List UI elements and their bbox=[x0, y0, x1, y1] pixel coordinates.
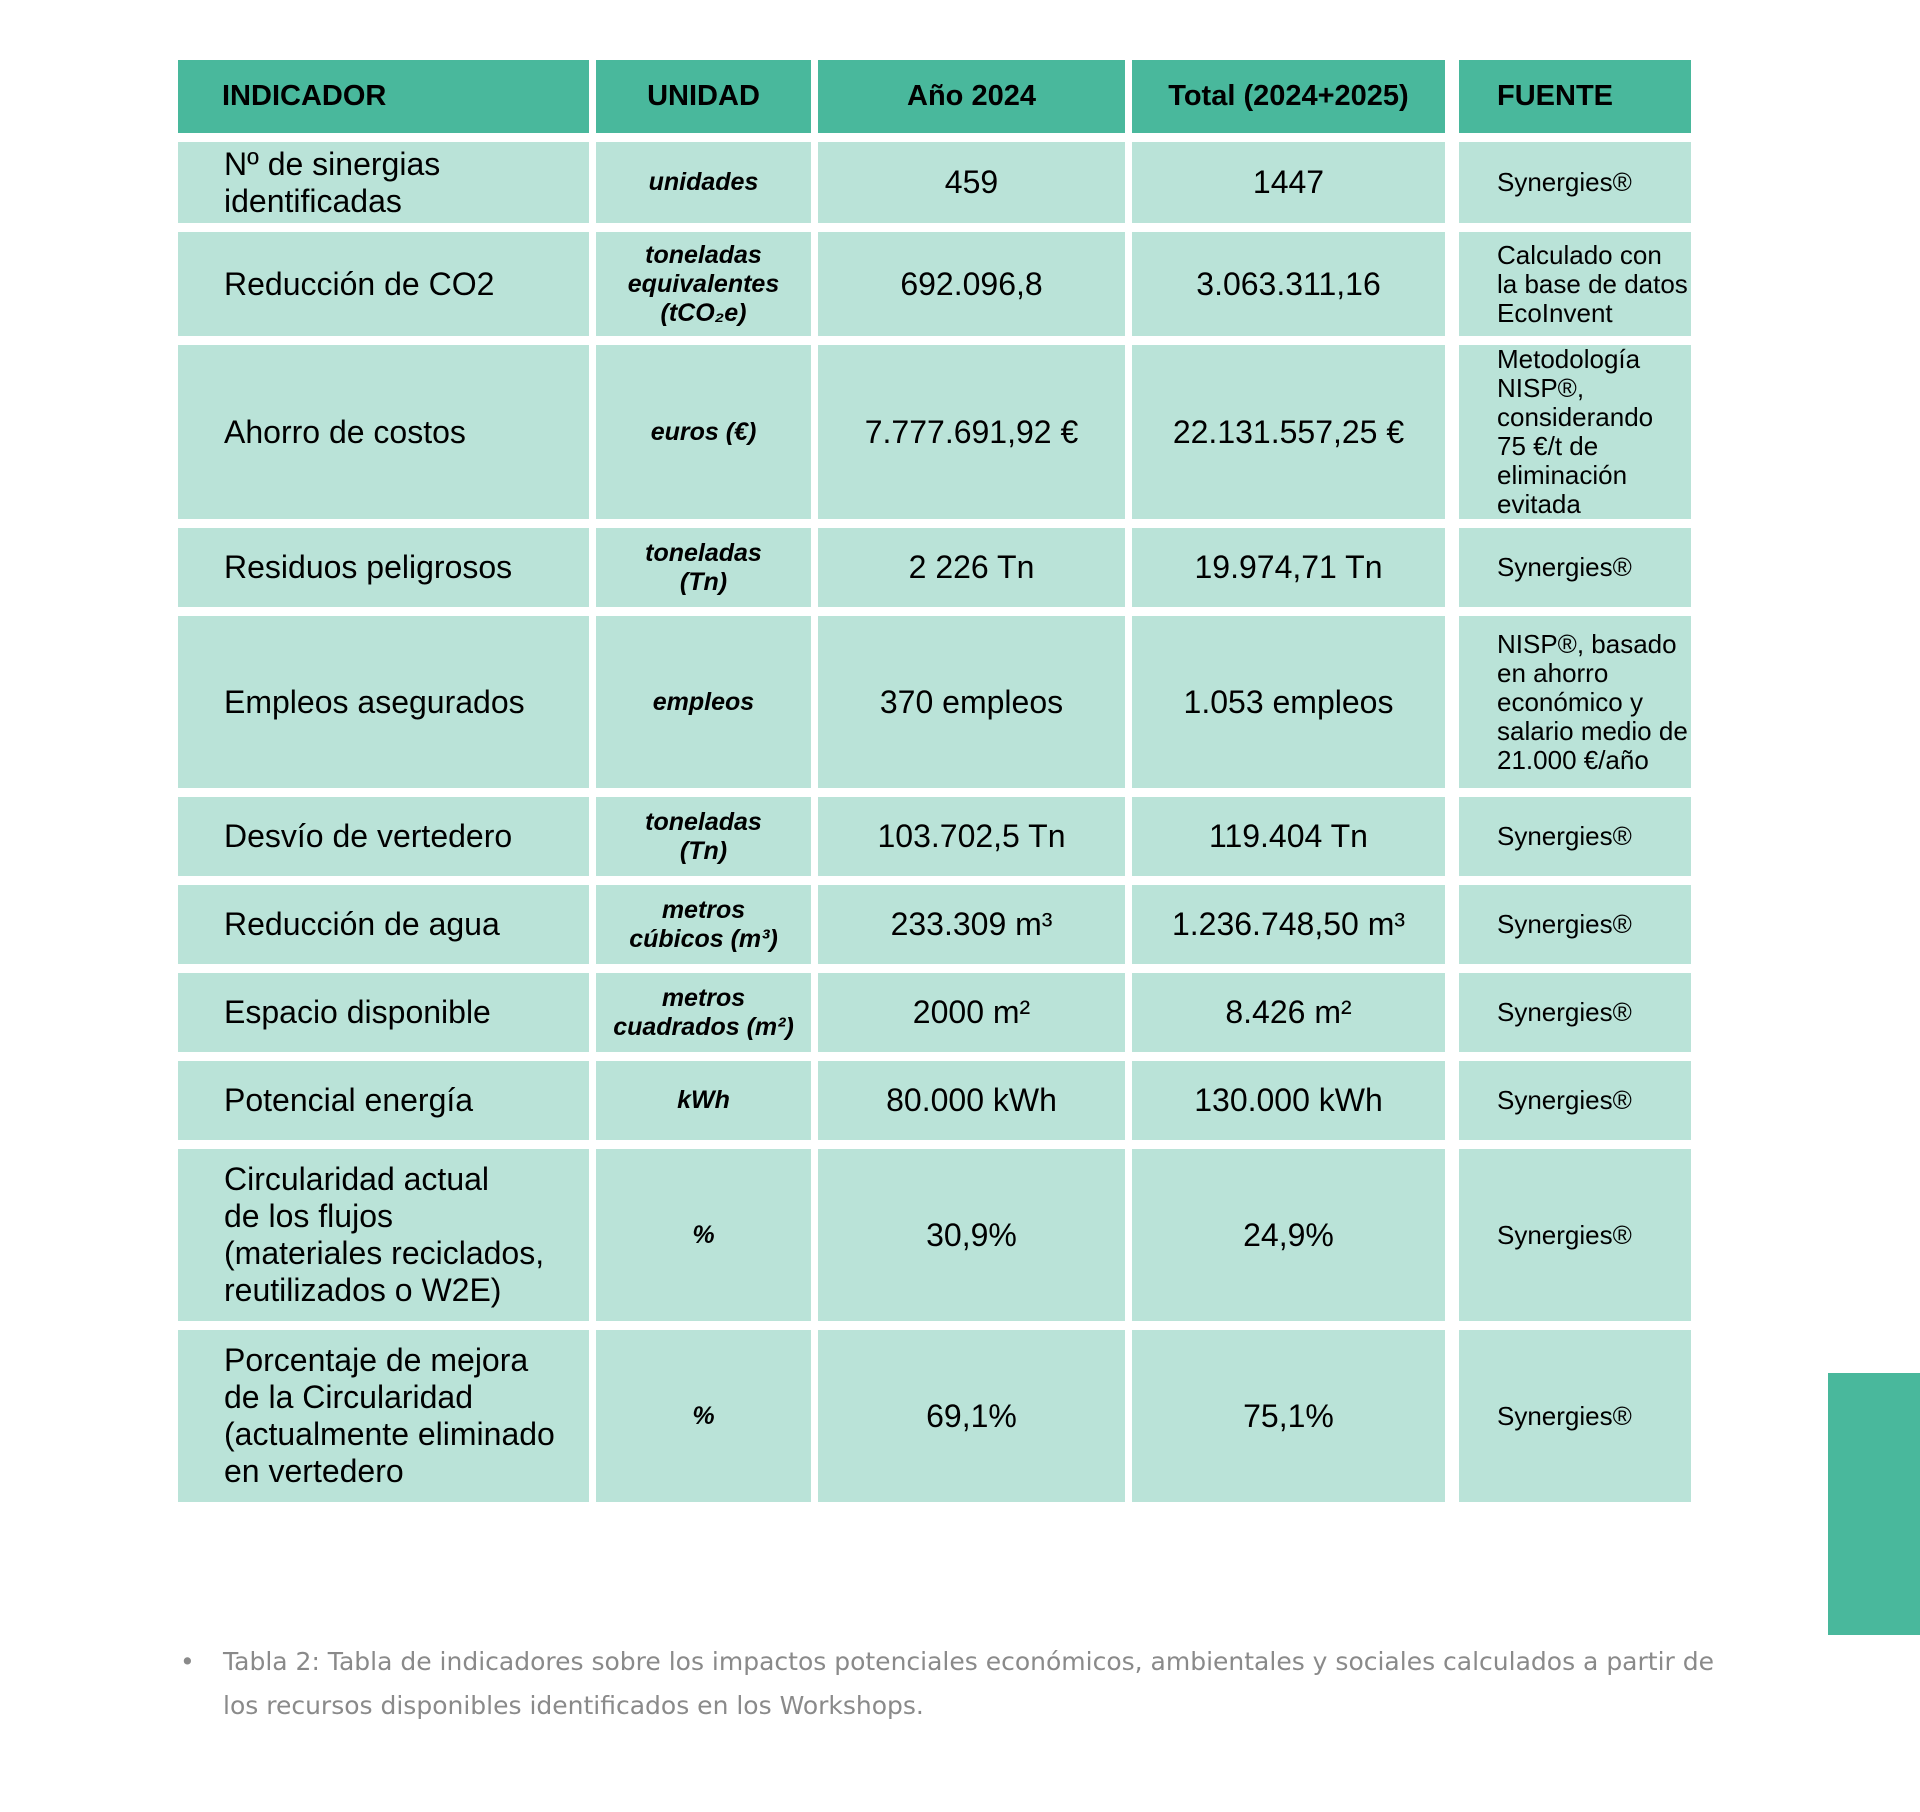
cell-anio-2024: 80.000 kWh bbox=[818, 1061, 1132, 1149]
cell-total: 1.236.748,50 m³ bbox=[1132, 885, 1452, 973]
cell-unidad: % bbox=[596, 1330, 818, 1511]
cell-indicador: Nº de sinergias identificadas bbox=[178, 142, 596, 232]
column-gap bbox=[1452, 797, 1459, 885]
column-gap bbox=[1452, 1330, 1459, 1511]
table-row bbox=[178, 345, 1698, 528]
cell-indicador: Reducción de CO2 bbox=[178, 232, 596, 345]
cell-fuente: Synergies® bbox=[1459, 973, 1698, 1061]
table-row bbox=[178, 973, 1698, 1061]
cell-unidad: toneladas (Tn) bbox=[596, 528, 818, 616]
cell-unidad: metros cuadrados (m²) bbox=[596, 973, 818, 1061]
cell-anio-2024: 459 bbox=[818, 142, 1132, 232]
cell-anio-2024: 30,9% bbox=[818, 1149, 1132, 1330]
cell-fuente: Synergies® bbox=[1459, 1149, 1698, 1330]
column-gap bbox=[1452, 232, 1459, 345]
cell-unidad: metros cúbicos (m³) bbox=[596, 885, 818, 973]
cell-fuente: Synergies® bbox=[1459, 1061, 1698, 1149]
column-gap bbox=[1452, 1149, 1459, 1330]
table-row bbox=[178, 1061, 1698, 1149]
cell-total: 1.053 empleos bbox=[1132, 616, 1452, 797]
table-row bbox=[178, 797, 1698, 885]
cell-fuente: Synergies® bbox=[1459, 528, 1698, 616]
cell-unidad: unidades bbox=[596, 142, 818, 232]
table-row bbox=[178, 232, 1698, 345]
cell-total: 75,1% bbox=[1132, 1330, 1452, 1511]
cell-fuente: Synergies® bbox=[1459, 1330, 1698, 1511]
column-gap bbox=[1452, 528, 1459, 616]
column-gap bbox=[1452, 616, 1459, 797]
cell-anio-2024: 103.702,5 Tn bbox=[818, 797, 1132, 885]
table-header-row bbox=[178, 60, 1698, 142]
cell-anio-2024: 233.309 m³ bbox=[818, 885, 1132, 973]
cell-indicador: Residuos peligrosos bbox=[178, 528, 596, 616]
header-unidad: UNIDAD bbox=[596, 60, 818, 142]
side-tab bbox=[1828, 1373, 1920, 1635]
table-row bbox=[178, 1330, 1698, 1511]
table-caption: Tabla 2: Tabla de indicadores sobre los impactos potenciales económicos, ambientales y sociales calculados a partir de los recursos disponibles identificados en los Workshops. bbox=[223, 1647, 1715, 1720]
cell-total: 8.426 m² bbox=[1132, 973, 1452, 1061]
column-gap bbox=[1452, 345, 1459, 528]
cell-indicador: Circularidad actual de los flujos (materiales reciclados, reutilizados o W2E) bbox=[178, 1149, 596, 1330]
header-anio-2024: Año 2024 bbox=[818, 60, 1132, 142]
cell-indicador: Empleos asegurados bbox=[178, 616, 596, 797]
cell-fuente: Metodología NISP®, considerando 75 €/t de eliminación evitada bbox=[1459, 345, 1698, 528]
table-row bbox=[178, 885, 1698, 973]
caption-bullet: • bbox=[180, 1647, 195, 1676]
header-total: Total (2024+2025) bbox=[1132, 60, 1452, 142]
cell-anio-2024: 692.096,8 bbox=[818, 232, 1132, 345]
cell-unidad: kWh bbox=[596, 1061, 818, 1149]
cell-anio-2024: 370 empleos bbox=[818, 616, 1132, 797]
cell-total: 119.404 Tn bbox=[1132, 797, 1452, 885]
cell-unidad: toneladas (Tn) bbox=[596, 797, 818, 885]
cell-unidad: empleos bbox=[596, 616, 818, 797]
cell-fuente: Synergies® bbox=[1459, 142, 1698, 232]
cell-anio-2024: 7.777.691,92 € bbox=[818, 345, 1132, 528]
cell-indicador: Ahorro de costos bbox=[178, 345, 596, 528]
cell-indicador: Espacio disponible bbox=[178, 973, 596, 1061]
cell-fuente: Calculado con la base de datos EcoInvent bbox=[1459, 232, 1698, 345]
column-gap bbox=[1452, 885, 1459, 973]
cell-fuente: NISP®, basado en ahorro económico y salario medio de 21.000 €/año bbox=[1459, 616, 1698, 797]
cell-total: 1447 bbox=[1132, 142, 1452, 232]
cell-unidad: toneladas equivalentes (tCO₂e) bbox=[596, 232, 818, 345]
table-row bbox=[178, 142, 1698, 232]
column-gap bbox=[1452, 973, 1459, 1061]
cell-anio-2024: 69,1% bbox=[818, 1330, 1132, 1511]
header-indicador: INDICADOR bbox=[178, 60, 596, 142]
cell-total: 19.974,71 Tn bbox=[1132, 528, 1452, 616]
table-row bbox=[178, 616, 1698, 797]
cell-anio-2024: 2 226 Tn bbox=[818, 528, 1132, 616]
cell-anio-2024: 2000 m² bbox=[818, 973, 1132, 1061]
cell-total: 3.063.311,16 bbox=[1132, 232, 1452, 345]
cell-fuente: Synergies® bbox=[1459, 885, 1698, 973]
header-fuente: FUENTE bbox=[1459, 60, 1698, 142]
column-gap bbox=[1452, 60, 1459, 142]
cell-fuente: Synergies® bbox=[1459, 797, 1698, 885]
cell-unidad: euros (€) bbox=[596, 345, 818, 528]
cell-indicador: Desvío de vertedero bbox=[178, 797, 596, 885]
table-row bbox=[178, 528, 1698, 616]
cell-total: 22.131.557,25 € bbox=[1132, 345, 1452, 528]
cell-total: 130.000 kWh bbox=[1132, 1061, 1452, 1149]
table-row bbox=[178, 1149, 1698, 1330]
column-gap bbox=[1452, 1061, 1459, 1149]
cell-total: 24,9% bbox=[1132, 1149, 1452, 1330]
cell-unidad: % bbox=[596, 1149, 818, 1330]
cell-indicador: Potencial energía bbox=[178, 1061, 596, 1149]
cell-indicador: Porcentaje de mejora de la Circularidad (actualmente eliminado en vertedero bbox=[178, 1330, 596, 1511]
cell-indicador: Reducción de agua bbox=[178, 885, 596, 973]
column-gap bbox=[1452, 142, 1459, 232]
indicators-table bbox=[178, 60, 1698, 1511]
